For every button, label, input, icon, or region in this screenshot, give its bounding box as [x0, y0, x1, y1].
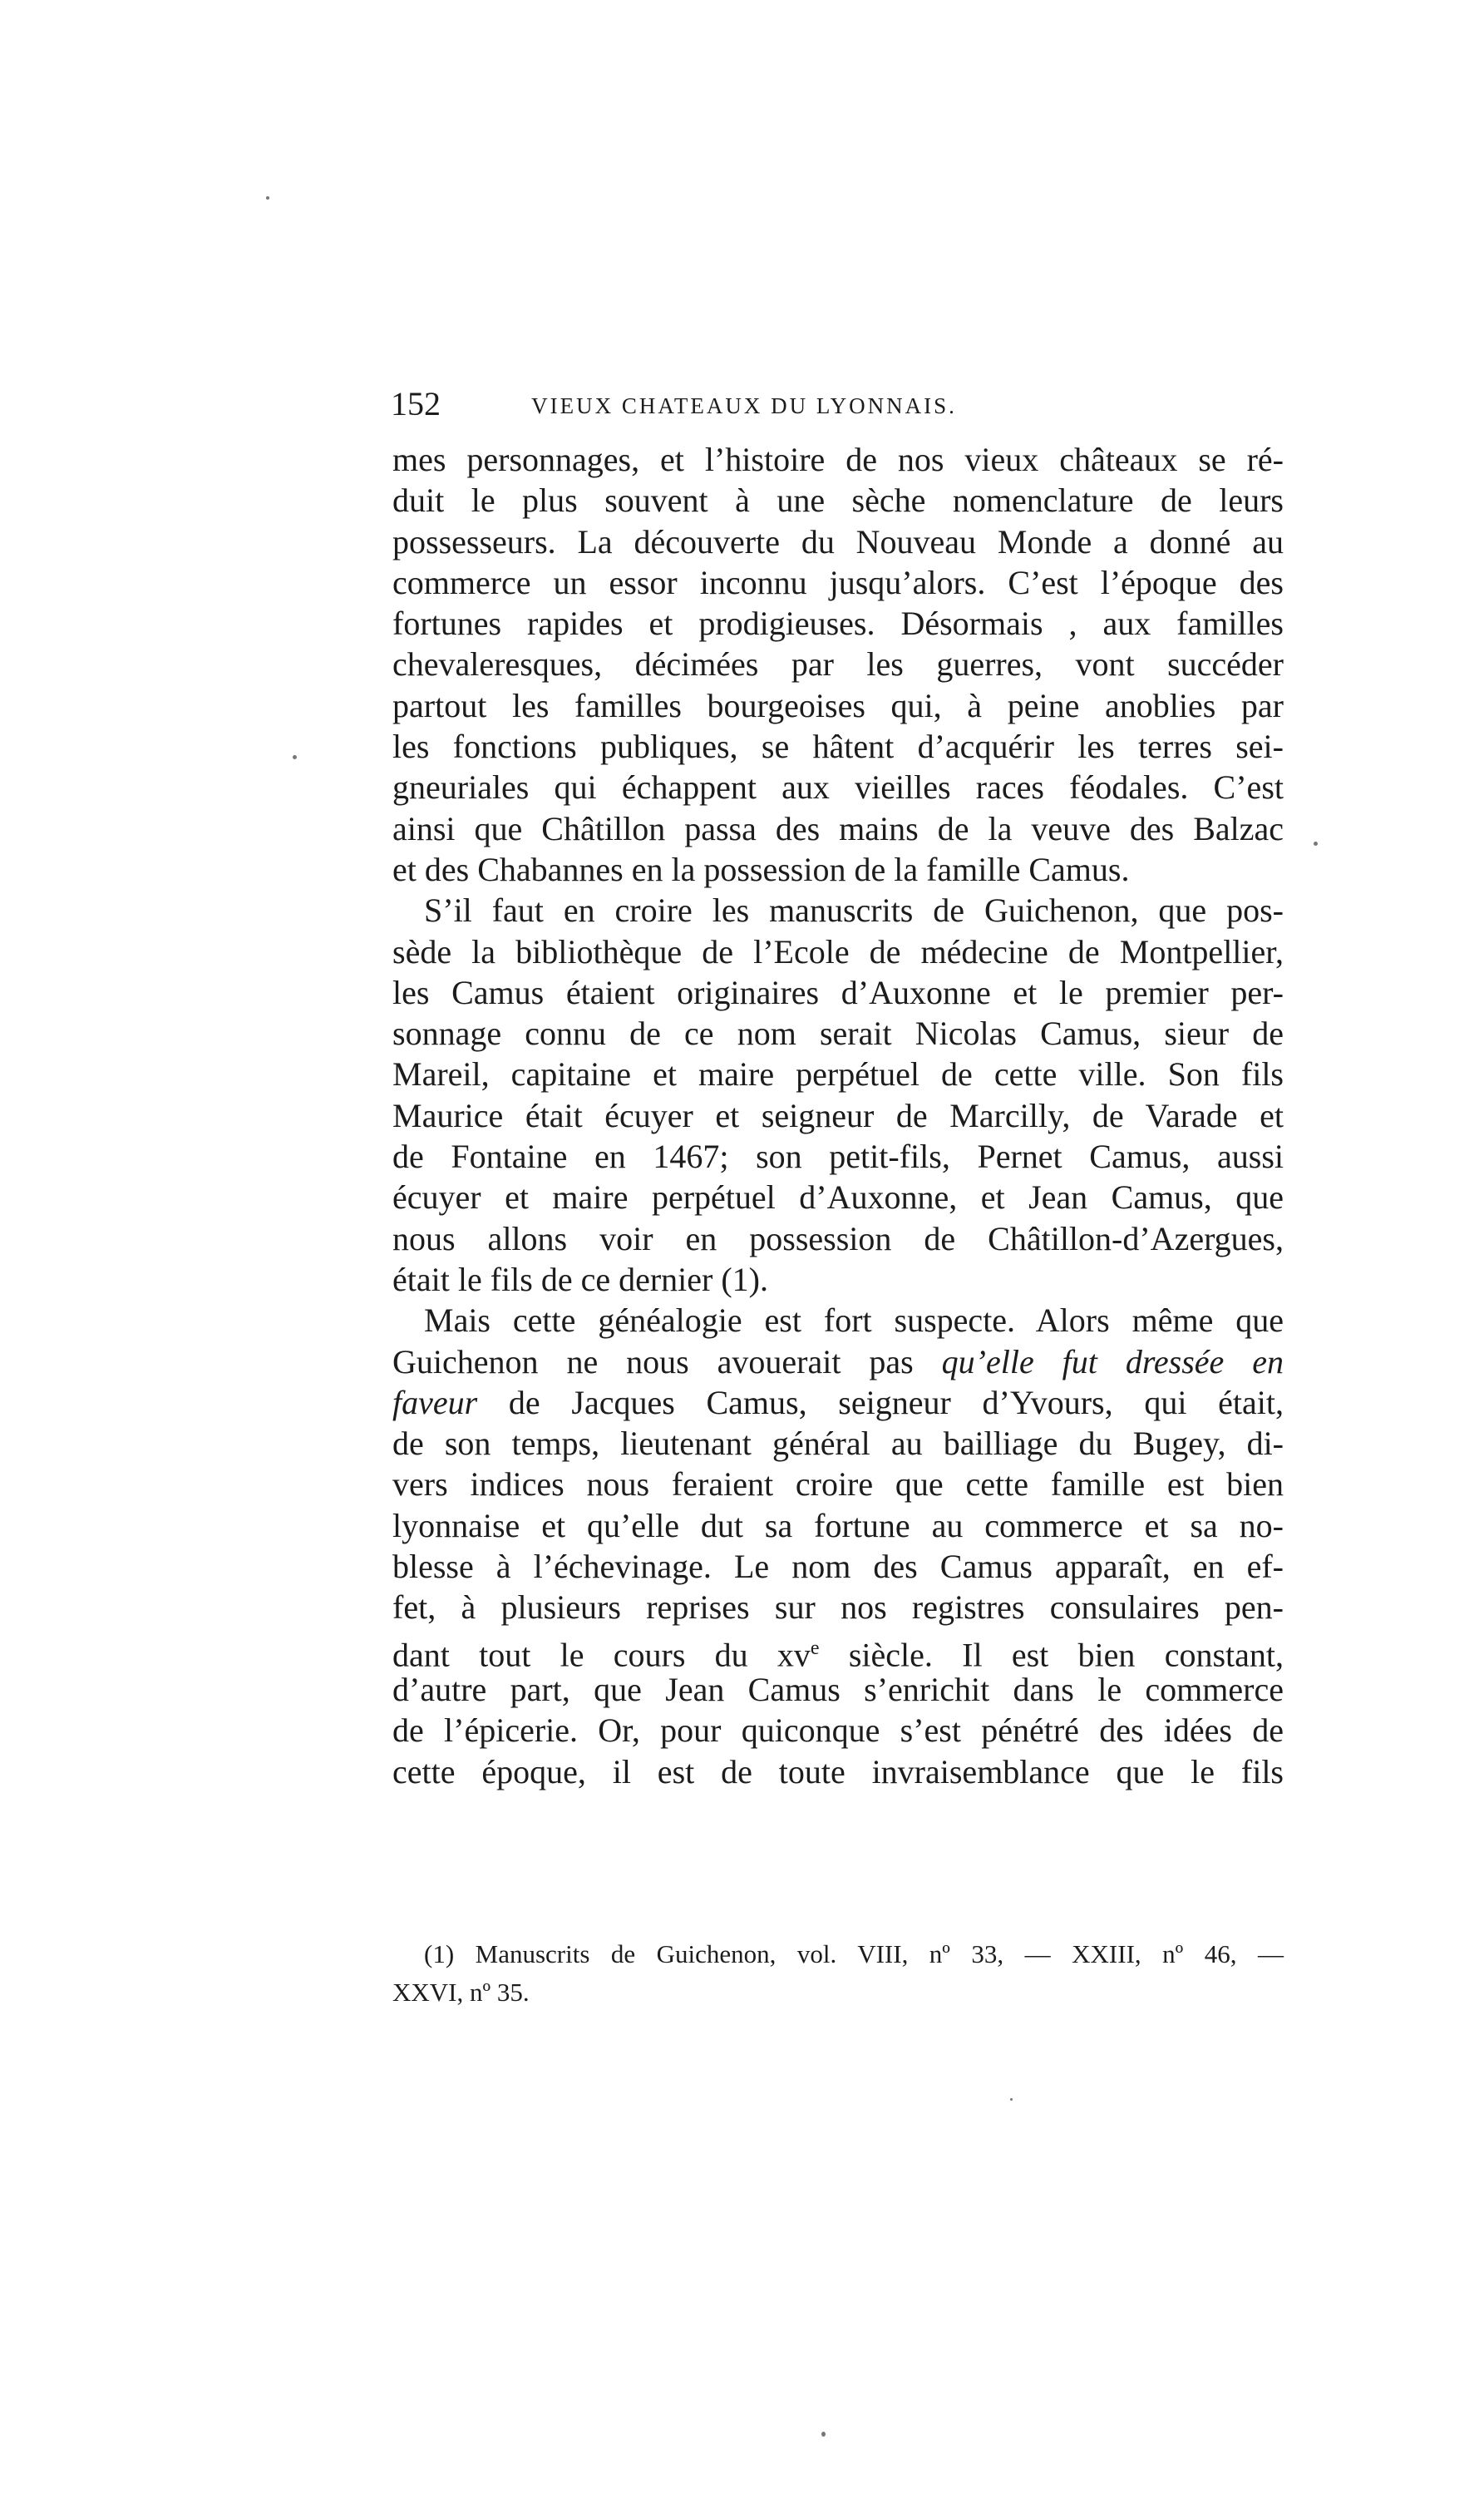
- text-line: de son temps, lieutenant général au bailliage du Bugey, di-: [392, 1425, 1284, 1463]
- text-line: ainsi que Châtillon passa des mains de la veuve des Balzac: [392, 809, 1284, 847]
- text-line: gneuriales qui échappent aux vieilles races féodales. C’est: [392, 768, 1284, 807]
- text-line: sède la bibliothèque de l’Ecole de médecine de Montpellier,: [392, 932, 1284, 970]
- text-line: écuyer et maire perpétuel d’Auxonne, et Jean Camus, que: [392, 1178, 1284, 1217]
- text-line: Mais cette généalogie est fort suspecte. Alors même que: [424, 1301, 1284, 1340]
- paper-speck: [293, 755, 297, 759]
- text-line: mes personnages, et l’histoire de nos vieux châteaux se ré-: [392, 441, 1284, 478]
- text-line: Maurice était écuyer et seigneur de Marcilly, de Varade et: [392, 1096, 1284, 1134]
- text-line: chevaleresques, décimées par les guerres, vont succéder: [392, 645, 1284, 684]
- paper-speck: [1010, 2098, 1013, 2101]
- paper-speck: [266, 196, 269, 200]
- italic-segment: qu’elle fut dressée en: [941, 1342, 1284, 1380]
- text-line: les Camus étaient originaires d’Auxonne et le premier per-: [392, 973, 1284, 1011]
- text-line: sonnage connu de ce nom serait Nicolas Camus, sieur de: [392, 1015, 1284, 1053]
- text-line: [392, 1382, 1284, 1423]
- text-line: possesseurs. La découverte du Nouveau Monde a donné au: [392, 522, 1284, 561]
- text-segment: de Jacques Camus, seigneur d’Yvours, qui était,: [508, 1383, 1284, 1421]
- text-line: Mareil, capitaine et maire perpétuel de cette ville. Son fils: [392, 1055, 1284, 1094]
- text-line: et des Chabannes en la possession de la famille Camus.: [392, 850, 1130, 888]
- text-line: partout les familles bourgeoises qui, à peine anoblies par: [392, 686, 1284, 724]
- footnote-line: XXVI, nº 35.: [392, 1978, 530, 2007]
- text-segment: siècle. Il est bien constant,: [848, 1635, 1284, 1673]
- superscript: e: [810, 1637, 820, 1659]
- text-line: était le fils de ce dernier (1).: [392, 1260, 768, 1298]
- text-line: [392, 1628, 1284, 1673]
- text-segment: Guichenon ne nous avouerait pas: [392, 1342, 914, 1380]
- text-segment: dant tout le cours du xv: [392, 1635, 811, 1673]
- text-line: fet, à plusieurs reprises sur nos registres consulaires pen-: [392, 1588, 1284, 1627]
- text-line: vers indices nous feraient croire que cette famille est bien: [392, 1465, 1284, 1504]
- text-line: les fonctions publiques, se hâtent d’acquérir les terres sei-: [392, 728, 1284, 766]
- text-line: commerce un essor inconnu jusqu’alors. C’est l’époque des: [392, 563, 1284, 601]
- text-line: lyonnaise et qu’elle dut sa fortune au commerce et sa no-: [392, 1506, 1284, 1544]
- text-line: de l’épicerie. Or, pour quiconque s’est pénétré des idées de: [392, 1711, 1284, 1750]
- paper-speck: [821, 2432, 826, 2437]
- footnotes: [392, 1935, 1284, 2012]
- italic-segment: faveur: [392, 1383, 478, 1421]
- body-text: [392, 439, 1284, 1792]
- page-header: [391, 384, 1064, 424]
- page-number: 152: [391, 385, 441, 422]
- text-line: d’autre part, que Jean Camus s’enrichit dans le commerce: [392, 1670, 1284, 1708]
- text-line: duit le plus souvent à une sèche nomenclature de leurs: [392, 482, 1284, 520]
- running-title: VIEUX CHATEAUX DU LYONNAIS.: [531, 393, 957, 418]
- text-line: de Fontaine en 1467; son petit-fils, Pernet Camus, aussi: [392, 1138, 1284, 1176]
- text-line: blesse à l’échevinage. Le nom des Camus apparaît, en ef-: [392, 1548, 1284, 1586]
- text-line: S’il faut en croire les manuscrits de Guichenon, que pos-: [424, 891, 1284, 930]
- footnote-line: (1) Manuscrits de Guichenon, vol. VIII, nº 33, — XXIII, nº 46, —: [424, 1939, 1284, 1968]
- text-line: [392, 1341, 1284, 1382]
- paper-speck: [1314, 842, 1318, 846]
- text-line: fortunes rapides et prodigieuses. Désormais , aux familles: [392, 605, 1284, 643]
- text-line: nous allons voir en possession de Châtillon-d’Azergues,: [392, 1219, 1284, 1257]
- text-line: cette époque, il est de toute invraisemblance que le fils: [392, 1752, 1284, 1790]
